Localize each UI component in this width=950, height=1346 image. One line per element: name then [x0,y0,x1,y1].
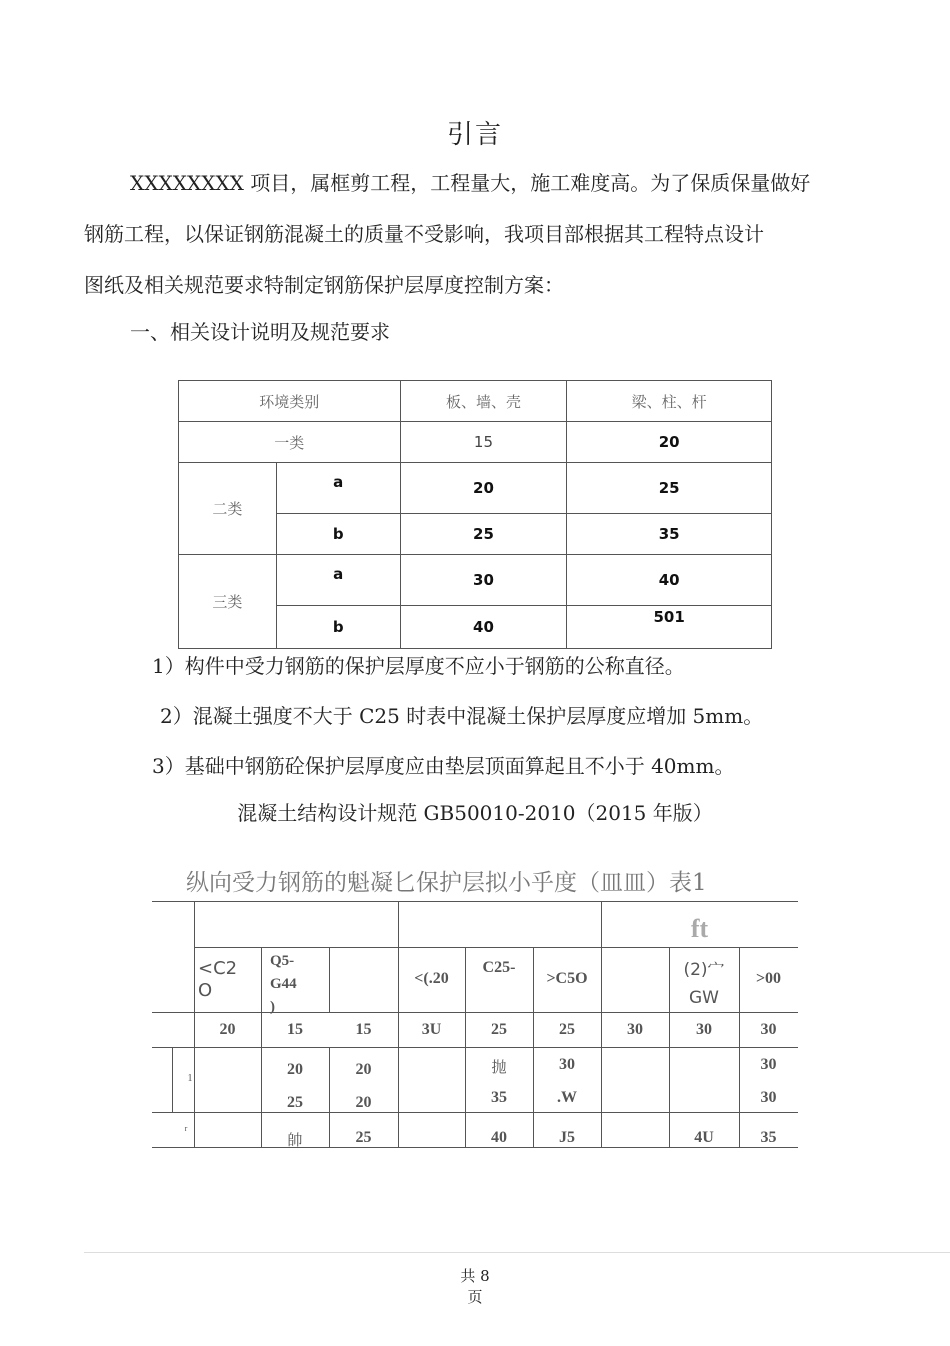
row3-cell: J5 [559,1129,575,1146]
page-count: 共 8 [460,1267,490,1285]
rule [152,1047,798,1048]
header-cell: <C2 O [198,958,238,1001]
row2-cell: 20 [287,1061,303,1078]
row1-cell: 30 [627,1021,643,1038]
rule [465,947,466,1147]
intro-line-2: 钢筋工程，以保证钢筋混凝土的质量不受影响，我项目部根据其工程特点设计 [84,222,764,246]
row3-cell: 35 [760,1129,777,1146]
row3-cell: 40 [491,1129,507,1146]
cat-1: 一类 [179,422,401,463]
intro-line-3: 图纸及相关规范要求特制定钢筋保护层厚度控制方案： [84,273,564,297]
header-cell: >00 [755,970,782,987]
intro-line-1: XXXXXXXX 项目，属框剪工程，工程量大，施工难度高。为了保质保量做好 [130,171,811,195]
sub-b: b [276,606,400,649]
row1-cell: 25 [559,1021,575,1038]
cell: 25 [400,514,567,555]
row2-cell: 30 [559,1056,575,1073]
row1-cell: 3U [421,1021,442,1038]
row2-cell: 20 [355,1094,372,1111]
header-cell: <(.20 [414,970,449,987]
cell: 40 [400,606,567,649]
header-cell: (2)宀 GW [683,960,725,1008]
intro-paragraph [84,158,884,311]
rule [152,901,798,902]
rule [152,1112,798,1113]
note-3: 3）基础中钢筋砼保护层厚度应由垫层顶面算起且不小于 40mm。 [152,754,735,778]
row2-cell: 抛 [491,1058,507,1076]
row3-cell: 4U [694,1129,714,1146]
header-cell: >C5O [546,970,588,987]
rule [152,1012,798,1013]
footer-divider [84,1252,950,1253]
row2-cell: 30 [760,1089,777,1106]
standard-reference: 混凝土结构设计规范 GB50010-2010（2015 年版） [237,801,713,825]
rule [194,947,798,948]
row2-cell: 35 [491,1089,507,1106]
cat-2: 二类 [179,463,277,555]
cell: 25 [567,463,772,514]
cell: 501 [567,606,772,649]
header-env: 环境类别 [179,381,401,422]
section-heading: 一、相关设计说明及规范要求 [130,320,390,344]
rule [261,947,262,1147]
sub-a: a [276,555,400,606]
row1-cell: 20 [219,1021,236,1038]
row2-cell: 30 [760,1056,777,1073]
rule [172,1047,173,1112]
cell: 35 [567,514,772,555]
row2-label: 1 [187,1073,193,1084]
cell: 20 [567,422,772,463]
row2-cell: .W [557,1089,577,1106]
table2-title-num: 1 [692,870,707,896]
page-title: 引言 [446,120,503,150]
cell: 40 [567,555,772,606]
row3-cell: 25 [355,1129,372,1146]
note-2: 2）混凝土强度不大于 C25 时表中混凝土保护层厚度应增加 5mm。 [160,704,764,728]
row2-cell: 20 [355,1061,372,1078]
row2-cell: 25 [287,1094,303,1111]
cell: 15 [400,422,567,463]
table2-title-text: 纵向受力钢筋的魁凝匕保护层拟小乎度（皿皿）表 [186,870,692,896]
note-1: 1）构件中受力钢筋的保护层厚度不应小于钢筋的公称直径。 [152,654,685,678]
table2-title [186,864,707,897]
sub-b: b [276,514,400,555]
page-count-unit: 页 [467,1288,483,1306]
header-cell: Q5- G44 ) [270,953,297,1015]
header-ft: ft [690,914,709,943]
row1-cell: 30 [760,1021,777,1038]
cell: 20 [400,463,567,514]
row1-cell: 25 [491,1021,507,1038]
row1-cell: 15 [355,1021,372,1038]
rule [152,1147,798,1148]
sub-a: a [276,463,400,514]
row3-cell: 帥 [287,1131,303,1149]
cat-3: 三类 [179,555,277,649]
header-slab: 板、墙、壳 [400,381,567,422]
cell: 30 [400,555,567,606]
cover-thickness-table [178,380,772,649]
row3-label: r [184,1124,188,1133]
row1-cell: 15 [287,1021,303,1038]
row1-cell: 30 [696,1021,712,1038]
header-beam: 梁、柱、杆 [567,381,772,422]
header-cell: C25- [482,959,516,976]
